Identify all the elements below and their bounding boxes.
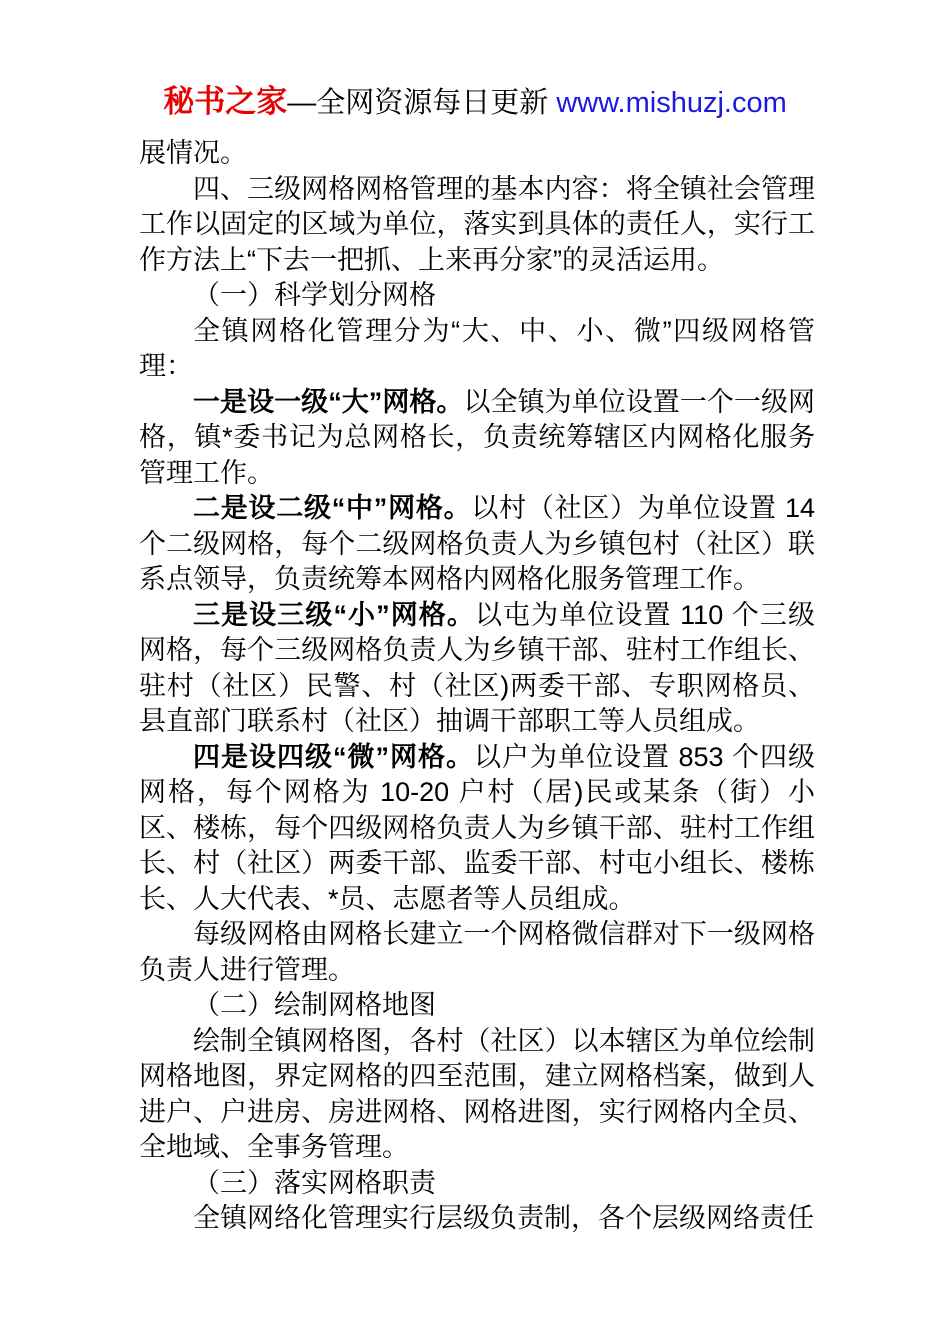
- paragraph-text: （二）绘制网格地图: [193, 990, 436, 1020]
- paragraph: [139, 491, 815, 598]
- paragraph: [139, 598, 815, 740]
- paragraph-text: 以村（社区）为单位设置 14 个二级网格，每个二级网格负责人为乡镇包村（社区）联系点领导，负责统筹本网格内网格化服务管理工作。: [139, 493, 815, 594]
- paragraph-text: 以全镇为单位设置一个一级网格，镇*委书记为总网格长，负责统筹辖区内网格化服务管理工作。: [139, 386, 816, 488]
- paragraph-lead: 三是设三级“小”网格。: [193, 599, 475, 630]
- paragraph: [139, 740, 815, 918]
- paragraph: [139, 1166, 815, 1202]
- paragraph-text: 全镇网络化管理实行层级负责制，各个层级网络责任: [193, 1203, 814, 1233]
- paragraph: [139, 314, 815, 385]
- paragraph-text: （三）落实网格职责: [193, 1167, 436, 1198]
- site-brand: 秘书之家: [163, 84, 288, 119]
- paragraph: [139, 136, 815, 172]
- page-header: [0, 0, 950, 121]
- paragraph-lead: 二是设二级“中”网格。: [193, 493, 472, 523]
- paragraph: [139, 385, 815, 492]
- paragraph-text: 绘制全镇网格图，各村（社区）以本辖区为单位绘制网格地图，界定网格的四至范围，建立网格档案，做到人进户、户进房、房进网格、网格进图，实行网格内全员、全地域、全事务管理。: [139, 1025, 815, 1162]
- site-url-link[interactable]: www.mishuzj.com: [556, 87, 787, 119]
- paragraph-text: 以屯为单位设置 110 个三级网格，每个三级网格负责人为乡镇干部、驻村工作组长、驻村（社区）民警、村（社区)两委干部、专职网格员、县直部门联系村（社区）抽调干部职工等人员组成。: [139, 599, 815, 736]
- paragraph: [139, 1024, 815, 1166]
- paragraph: [139, 278, 815, 314]
- paragraph-text: 以户为单位设置 853 个四级网格，每个网格为 10-20 户村（居)民或某条（街）小区、楼栋，每个四级网格负责人为乡镇干部、驻村工作组长、村（社区）两委干部、监委干部、村屯小组长、楼栋长、人大代表、*员、志愿者等人员组成。: [139, 741, 815, 914]
- paragraph-lead: 一是设一级“大”网格。: [193, 386, 464, 417]
- paragraph-text: 每级网格由网格长建立一个网格微信群对下一级网格负责人进行管理。: [139, 919, 815, 985]
- paragraph-lead: 四是设四级“微”网格。: [193, 741, 474, 772]
- paragraph-text: 四、三级网格网格管理的基本内容：将全镇社会管理工作以固定的区域为单位，落实到具体的责任人，实行工作方法上“下去一把抓、上来再分家”的灵活运用。: [139, 173, 815, 275]
- paragraph: [139, 917, 815, 988]
- paragraph-text: （一）科学划分网格: [193, 280, 436, 310]
- header-tagline: —全网资源每日更新: [287, 87, 557, 119]
- document-body: [139, 136, 815, 1237]
- paragraph: [139, 988, 815, 1024]
- paragraph: [139, 1201, 815, 1237]
- paragraph-text: 全镇网格化管理分为“大、中、小、微”四级网格管理：: [139, 315, 815, 381]
- paragraph: [139, 172, 815, 279]
- paragraph-text: 展情况。: [139, 138, 247, 168]
